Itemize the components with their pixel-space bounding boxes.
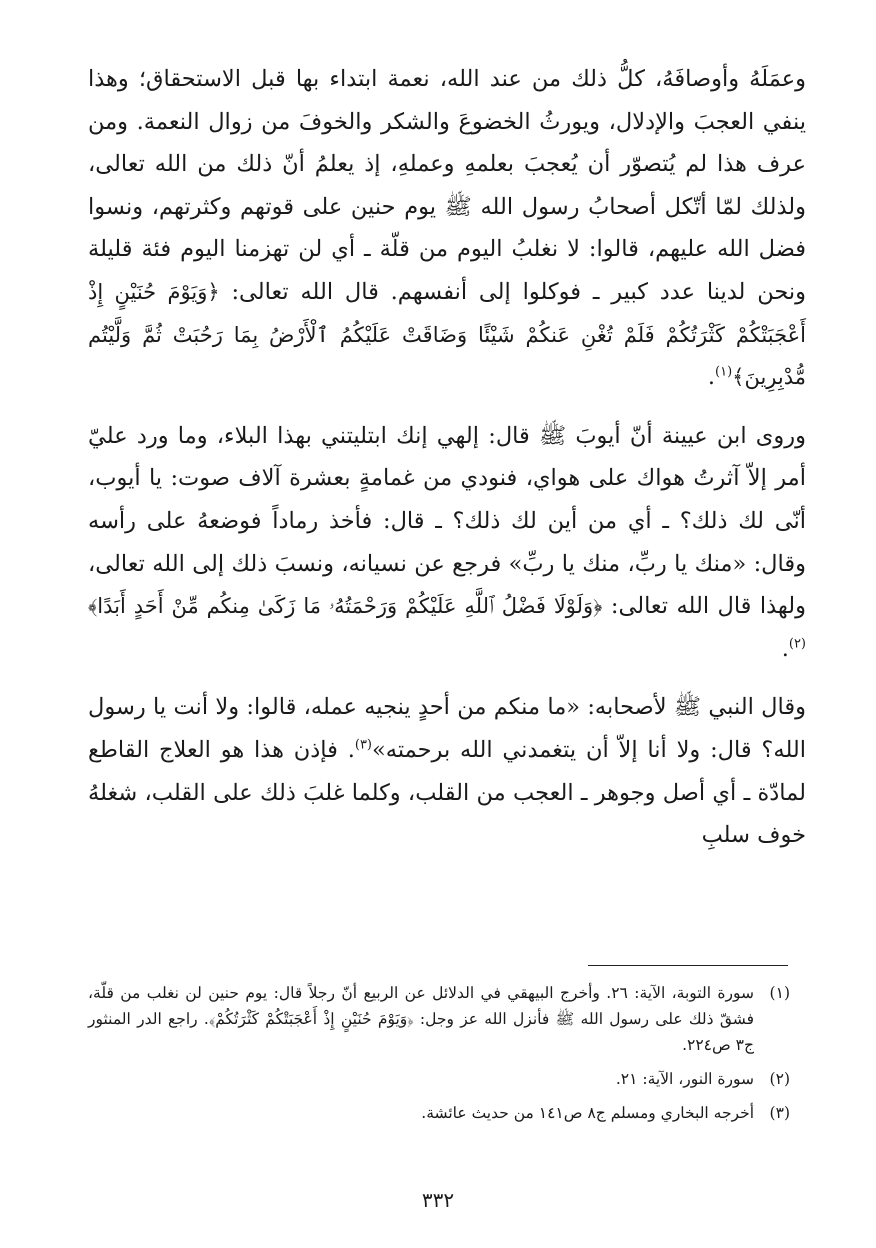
footnote-divider [588, 965, 788, 966]
footnote-number: (٣) [769, 1104, 790, 1122]
paragraph-text: . [707, 364, 716, 391]
paragraph-text: وقال النبي ﷺ لأصحابه: «ما منكم من أحدٍ ينجيه عمله، قالوا: ولا أنت يا رسول الله؟ قال: ولا أنا إلاّ أن يتغمدني الله برحمته» [88, 694, 806, 763]
footnote-text: سورة التوبة، الآية: ٢٦. وأخرج البيهقي في الدلائل عن الربيع أنّ رجلاً قال: يوم حنين لن نغلب من قلّة، فشقّ ذلك على رسول الله ﷺ فأنزل الله عز وجل: ﴿وَيَوْمَ حُنَيْنٍ إِذْ أَعْجَبَتْكُمْ كَثْرَتُكُمْ﴾. راجع الدر المنثور ج٣ ص٢٢٤. [88, 984, 754, 1054]
footnote-ref[interactable]: (٣) [354, 737, 372, 753]
footnote-text: أخرجه البخاري ومسلم ج٨ ص١٤١ من حديث عائشة. [421, 1104, 754, 1122]
quran-verse: ﴿وَلَوْلَا فَضْلُ ٱللَّهِ عَلَيْكُمْ وَرَحْمَتُهُۥ مَا زَكَىٰ مِنكُم مِّنْ أَحَدٍ أَبَدًا﴾ [88, 594, 603, 619]
footnote-number: (٢) [769, 1070, 790, 1088]
main-text [88, 58, 806, 857]
paragraph-text: وعمَلَهُ وأوصافَهُ، كلُّ ذلك من عند الله، نعمة ابتداء بها قبل الاستحقاق؛ وهذا ينفي العجبَ والإدلال، ويورثُ الخضوعَ والشكر والخوفَ من زوال النعمة. ومن عرف هذا لم يُتصوّر أن يُعجبَ بعلمهِ وعملهِ، إذ يعلمُ أنّ ذلك من الله تعالى، ولذلك لمّا أتّكل أصحابُ رسول الله ﷺ يوم حنين على قوتهم وكثرتهم، ونسوا فضل الله عليهم، قالوا: لا نغلبُ اليوم من قلّة ـ أي لن تهزمنا اليوم فئة قليلة ونحن لدينا عدد كبير ـ فوكلوا إلى أنفسهم. قال الله تعالى: [88, 66, 806, 305]
footnote-ref[interactable]: (٢) [788, 636, 806, 652]
page-number: ٣٣٢ [421, 1188, 455, 1212]
paragraph-1 [88, 58, 806, 399]
footnote-item [88, 1066, 790, 1092]
paragraph-text: . [781, 635, 789, 662]
quran-verse: ﴿وَيَوْمَ حُنَيْنٍ إِذْ أَعْجَبَتْكُمْ كَثْرَتُكُمْ فَلَمْ تُغْنِ عَنكُمْ شَيْئًا وَضَاقَتْ عَلَيْكُمُ ٱلْأَرْضُ بِمَا رَحُبَتْ ثُمَّ وَلَّيْتُم مُّدْبِرِينَ﴾ [88, 279, 806, 390]
footnote-item [88, 1100, 790, 1126]
footnotes [88, 980, 790, 1134]
paragraph-text: وروى ابن عيينة أنّ أيوبَ ﷺ قال: إلهي إنك ابتليتني بهذا البلاء، وما ورد عليّ أمر إلاّ آثرتُ هواك على هواي، فنودي من غمامةٍ بعشرة آلاف صوت: يا أيوب، أنّى لك ذلك؟ ـ أي من أين لك ذلك؟ ـ قال: فأخذ رماداً فوضعهُ على رأسه وقال: «منك يا ربِّ، منك يا ربِّ» فرجع عن نسيانه، ونسبَ ذلك إلى الله تعالى، ولهذا قال الله تعالى: [88, 422, 806, 620]
paragraph-2 [88, 415, 806, 671]
footnote-ref[interactable]: (١) [715, 364, 733, 380]
paragraph-3 [88, 686, 806, 856]
footnote-text: سورة النور، الآية: ٢١. [615, 1070, 754, 1088]
paragraph-text: . فإذن هذا هو العلاج القاطع لمادّة ـ أي أصل وجوهر ـ العجب من القلب، وكلما غلبَ ذلك على القلب، شغلهُ خوف سلبِ [88, 736, 806, 849]
footnote-item [88, 980, 790, 1058]
footnote-number: (١) [769, 984, 790, 1002]
